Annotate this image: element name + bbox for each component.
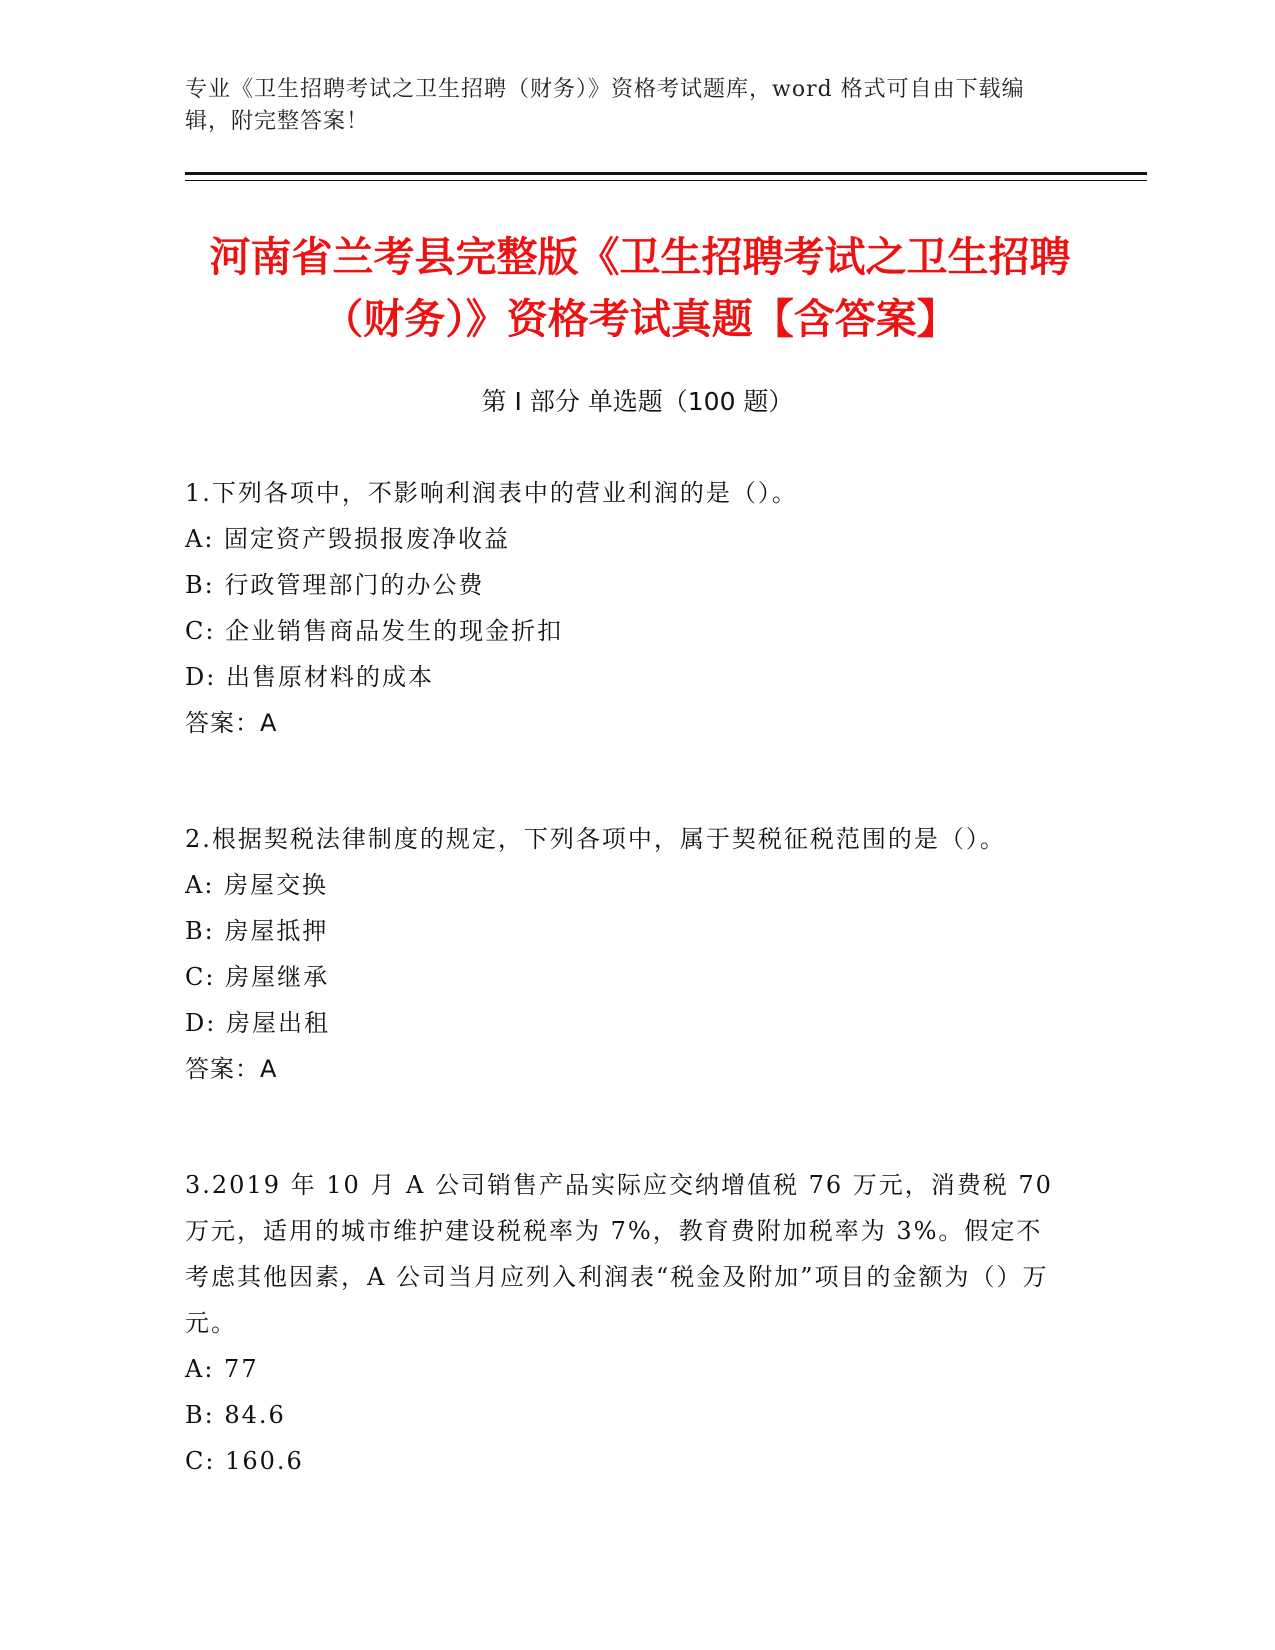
option-b: B: 行政管理部门的办公费 [185,571,485,599]
option-b: B: 84.6 [185,1401,286,1429]
document-title: 河南省兰考县完整版《卫生招聘考试之卫生招聘（财务）》资格考试真题【含答案】 [209,233,1071,343]
option-a: A: 77 [185,1355,259,1383]
question-stem: 2.根据契税法律制度的规定，下列各项中，属于契税征税范围的是（）。 [185,825,1006,853]
option-b: B: 房屋抵押 [185,917,329,945]
option-d: D: 房屋出租 [185,1009,330,1037]
question-1 [185,470,1065,746]
answer: 答案：A [185,1055,278,1083]
header-note: 专业《卫生招聘考试之卫生招聘（财务）》资格考试题库，word 格式可自由下载编辑，附完整答案！ [185,77,1025,134]
section-title: 第 I 部分 单选题（100 题） [481,387,794,416]
option-a: A: 固定资产毁损报废净收益 [185,525,511,553]
header-rule-thick [185,172,1147,175]
question-2 [185,816,1065,1092]
option-a: A: 房屋交换 [185,871,329,899]
option-c: C: 160.6 [185,1447,304,1475]
header-rule-thin [185,180,1147,181]
option-d: D: 出售原材料的成本 [185,663,434,691]
option-c: C: 企业销售商品发生的现金折扣 [185,617,564,645]
question-3 [185,1162,1065,1484]
option-c: C: 房屋继承 [185,963,330,991]
question-stem: 3.2019 年 10 月 A 公司销售产品实际应交纳增值税 76 万元，消费税 70 万元，适用的城市维护建设税税率为 7%，教育费附加税率为 3%。假定不考虑其他因素，A 公司当月应列入利润表“税金及附加”项目的金额为（）万元。 [185,1171,1053,1337]
question-stem: 1.下列各项中，不影响利润表中的营业利润的是（）。 [185,479,798,507]
answer: 答案：A [185,709,278,737]
